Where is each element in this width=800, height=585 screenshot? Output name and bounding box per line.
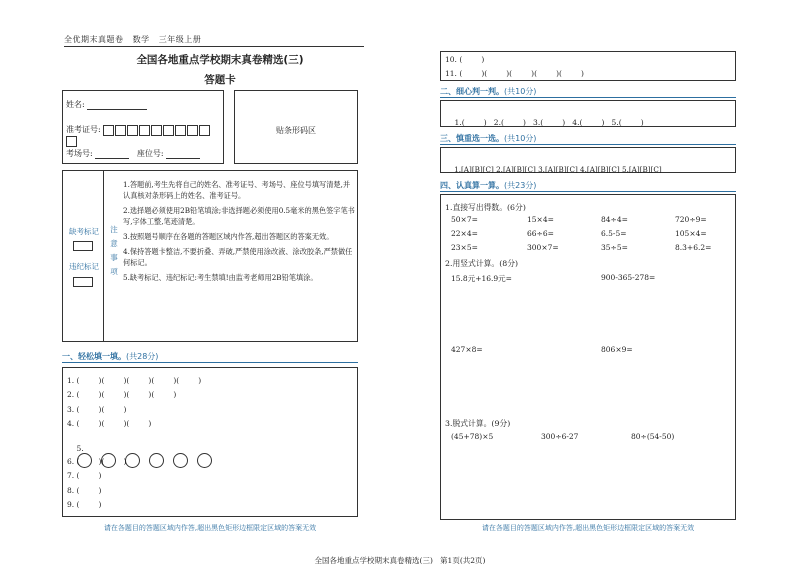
circle-blank[interactable] (197, 453, 212, 468)
note-item: 3.按照题号顺序在各题的答题区域内作答,超出答题区的答案无效。 (123, 232, 334, 241)
calc-cell: 23×5= (451, 243, 478, 252)
option-a[interactable]: [A] (502, 165, 514, 174)
room-seat-row (66, 148, 200, 159)
calc-cell: 50×7= (451, 215, 478, 224)
row-label: 3. (67, 405, 75, 414)
row-blanks: ( )( )( )( ) (76, 390, 177, 399)
section2-points: (共10分) (504, 87, 537, 96)
option-c[interactable]: [C] (566, 165, 578, 174)
calc-cell: 15×4= (527, 215, 554, 224)
vertical-calc: 806×9= (601, 345, 633, 354)
calc-cell: 66÷6= (527, 229, 554, 238)
calc-cell: 8.3+6.2= (675, 243, 712, 252)
section1-box (62, 367, 358, 517)
violation-mark-box[interactable] (73, 277, 93, 287)
choice-num: 4. (580, 165, 587, 174)
notes-heading-char: 项 (110, 267, 118, 276)
left-footer-note: 请在各题目的答题区域内作答,超出黑色矩形边框限定区域的答案无效 (103, 524, 317, 532)
section1-rule (62, 362, 358, 363)
option-c[interactable]: [C] (608, 165, 620, 174)
room-label: 考场号: (66, 149, 93, 158)
row-label: 2. (67, 390, 75, 399)
room-field[interactable] (95, 150, 129, 159)
absent-mark-box[interactable] (73, 241, 93, 251)
judge-row (445, 109, 644, 136)
calc-cell: 6.5-5= (601, 229, 627, 238)
section3-title (440, 133, 536, 144)
option-a[interactable]: [A] (544, 165, 556, 174)
option-b[interactable]: [B] (597, 165, 609, 174)
option-a[interactable]: [A] (628, 165, 640, 174)
choice-num: 1. (454, 165, 461, 174)
name-label: 姓名: (66, 100, 85, 109)
row-blanks: ( )( )( ) (76, 419, 152, 428)
option-b[interactable]: [B] (639, 165, 651, 174)
note-item: 2.选择题必须使用2B铅笔填涂;非选择题必须使用0.5毫米的黑色签字笔书写,字体工整,笔迹清楚。 (123, 206, 355, 226)
seat-field[interactable] (166, 150, 200, 159)
vertical-calc: 900-365-278= (601, 273, 656, 282)
name-field[interactable] (87, 101, 147, 110)
answer-row-3[interactable] (67, 405, 126, 414)
section4-points: (共23分) (504, 181, 537, 190)
absent-mark-label: 缺考标记 (69, 227, 99, 236)
calc-cell: 300×7= (527, 243, 559, 252)
section2-title (440, 86, 536, 97)
option-a[interactable]: [A] (461, 165, 472, 174)
section4-rule (440, 191, 736, 192)
note-item: 5.缺考标记、违纪标记:考生禁填!由监考老师用2B铅笔填涂。 (123, 273, 318, 282)
row-blanks: ( )( ) (76, 457, 127, 466)
row-label: 5. (76, 444, 84, 453)
section2-box (440, 100, 736, 127)
note-item: 1.答题前,考生先将自己的姓名、准考证号、考场号、座位号填写清楚,并认真核对条形码上的姓名、准考证号。 (123, 180, 351, 200)
section4-box (440, 194, 736, 520)
violation-mark-label: 违纪标记 (69, 262, 99, 271)
section3-title-text: 三、慎重选一选。 (440, 134, 504, 143)
row-label: 8. (67, 486, 75, 495)
calc-cell: 720÷9= (675, 215, 707, 224)
page-footer: 全国各地重点学校期末真卷精选(三) 第1页(共2页) (314, 556, 486, 565)
option-b[interactable]: [B] (513, 165, 525, 174)
section3-points: (共10分) (504, 134, 537, 143)
option-c[interactable]: [C] (482, 165, 494, 174)
answer-row-4[interactable] (67, 419, 151, 428)
notes-heading (108, 223, 120, 279)
judge-item[interactable]: 4.( ) (572, 118, 605, 127)
row-blanks: ( )( )( )( )( ) (459, 69, 584, 78)
section1-title-text: 一、轻松填一填。 (62, 352, 126, 361)
row-label: 1. (67, 376, 75, 385)
id-row (66, 124, 223, 147)
answer-row-1[interactable] (67, 376, 201, 385)
circle-blank[interactable] (125, 453, 140, 468)
id-label: 准考证号: (66, 125, 101, 134)
row-blanks: ( ) (459, 55, 485, 64)
p3-title: 3.脱式计算。(9分) (445, 419, 511, 428)
page-subtitle: 答题卡 (204, 74, 236, 86)
answer-row-6[interactable] (67, 457, 126, 466)
section1-points: (共28分) (126, 352, 159, 361)
calc-cell: 84÷4= (601, 215, 628, 224)
student-info-box (62, 90, 224, 164)
note-item: 4.保持答题卡整洁,不要折叠、弄破,严禁使用涂改液、涂改胶条,严禁做任何标记。 (123, 247, 353, 267)
answer-row-9[interactable] (67, 500, 101, 509)
calc-cell: 105×4= (675, 229, 707, 238)
stepwise-calc: 300÷6-27 (541, 432, 579, 441)
row-blanks: ( ) (76, 471, 102, 480)
judge-item[interactable]: 3.( ) (533, 118, 566, 127)
choice-row (445, 156, 662, 183)
circle-blank[interactable] (173, 453, 188, 468)
vertical-calc: 15.8元+16.9元= (451, 274, 512, 283)
notes-list (123, 179, 355, 287)
seat-label: 座位号: (136, 149, 164, 158)
row-blanks: ( ) (76, 486, 102, 495)
barcode-area (234, 90, 358, 164)
row-blanks: ( )( ) (76, 405, 127, 414)
row-label: 7. (67, 471, 75, 480)
notes-heading-char: 注 (110, 225, 118, 234)
notes-divider (103, 171, 104, 341)
section4-title-text: 四、认真算一算。 (440, 181, 504, 190)
p1-title: 1.直接写出得数。(6分) (445, 203, 526, 212)
choice-num: 3. (538, 165, 545, 174)
answer-row-2[interactable] (67, 390, 176, 399)
grade-label: 三年级上册 (158, 35, 202, 44)
circle-blank[interactable] (149, 453, 164, 468)
series-label: 全优期末真题卷 (64, 35, 124, 44)
section2-title-text: 二、细心判一判。 (440, 87, 504, 96)
answer-row-11[interactable] (445, 69, 584, 78)
choice-num: 2. (496, 165, 503, 174)
header-rule (64, 46, 364, 47)
calc-cell: 22×4= (451, 229, 478, 238)
option-b[interactable]: [B] (555, 165, 567, 174)
row-label: 10. (445, 55, 457, 64)
row-blanks: ( )( )( )( )( ) (76, 376, 202, 385)
answer-row-7[interactable] (67, 471, 101, 480)
option-c[interactable]: [C] (650, 165, 662, 174)
stepwise-calc: 80÷(54-50) (631, 432, 675, 441)
choice-num: 5. (622, 165, 629, 174)
right-footer-note: 请在各题目的答题区域内作答,超出黑色矩形边框限定区域的答案无效 (481, 524, 695, 532)
page-title: 全国各地重点学校期末真卷精选(三) (136, 54, 304, 66)
row-blanks: ( ) (76, 500, 102, 509)
judge-item[interactable]: 1.( ) (454, 118, 487, 127)
section1-continued-box (440, 51, 736, 81)
notes-heading-char: 意 (110, 239, 118, 248)
option-c[interactable]: [C] (524, 165, 536, 174)
section4-title (440, 180, 536, 191)
stepwise-calc: (45+78)×5 (451, 432, 494, 441)
option-b[interactable]: [B] (471, 165, 483, 174)
judge-item[interactable]: 2.( ) (493, 118, 526, 127)
section1-title (62, 351, 158, 362)
calc-cell: 35÷5= (601, 243, 628, 252)
vertical-calc: 427×8= (451, 345, 483, 354)
notes-box (62, 170, 358, 342)
answer-row-8[interactable] (67, 486, 101, 495)
section2-rule (440, 97, 736, 98)
judge-item[interactable]: 5.( ) (611, 118, 644, 127)
p2-title: 2.用竖式计算。(8分) (445, 259, 519, 268)
name-row (66, 99, 147, 110)
section3-box (440, 147, 736, 173)
row-label: 4. (67, 419, 75, 428)
subject-label: 数学 (132, 35, 150, 44)
row-label: 9. (67, 500, 75, 509)
row-label: 6. (67, 457, 75, 466)
notes-heading-char: 事 (110, 253, 118, 262)
option-a[interactable]: [A] (586, 165, 598, 174)
section3-rule (440, 144, 736, 145)
barcode-label: 贴条形码区 (276, 126, 316, 135)
row-label: 11. (445, 69, 457, 78)
header-series (64, 34, 201, 45)
answer-row-10[interactable] (445, 55, 484, 64)
